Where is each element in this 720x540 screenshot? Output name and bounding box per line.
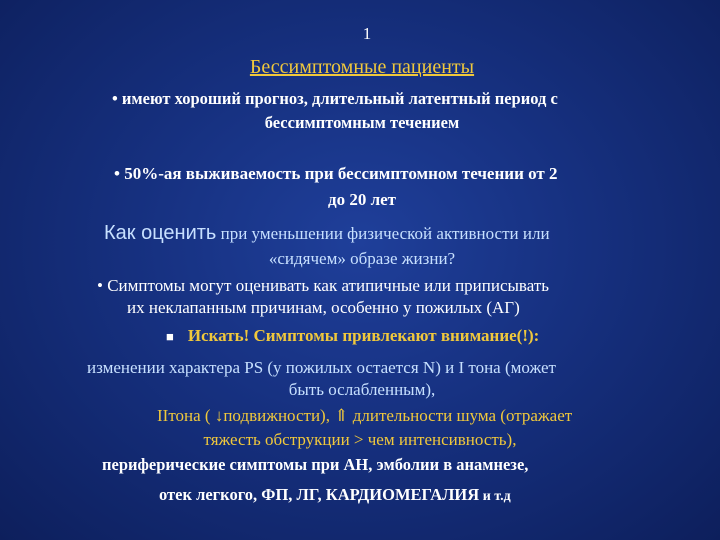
edema-line [159,485,511,505]
bullet-prognosis-line1: • имеют хороший прогноз, длительный латентный период с [112,89,558,108]
square-bullet-icon: ■ [166,329,174,344]
change-line1: изменении характера PS (у пожилых остается N) и I тона (может [87,358,556,377]
question-line2: «сидячем» образе жизни? [268,249,456,268]
tone2-line1: IIтона ( ↓подвижности), ⇑ длительности шума (отражает [157,406,573,425]
seek-text: Искать! Симптомы привлекают внимание(!): [187,326,540,345]
question-lead: Как оценить [104,222,217,244]
symptoms-line1: • Симптомы могут оценивать как атипичные или приписывать [97,276,550,295]
page-number: 1 [362,24,372,43]
edema-and: и [479,489,491,504]
tone2-line2: тяжесть обструкции > чем интенсивность), [203,430,517,449]
change-line2: быть ослабленным), [288,380,436,399]
edema-main: отек легкого, ФП, ЛГ, КАРДИОМЕГАЛИЯ [159,485,480,504]
seek-line [166,326,539,346]
question-rest: при уменьшении физической активности или [216,224,550,243]
slide-title: Бессимптомные пациенты [249,56,475,78]
bullet-survival-line2: до 20 лет [327,190,397,209]
question-line1 [104,222,550,245]
peripheral-line: периферические симптомы при АН, эмболии в анамнезе, [102,455,529,474]
bullet-prognosis-line2: бессимптомным течением [264,113,460,132]
edema-etc: т.д [490,489,511,504]
bullet-survival-line1: • 50%-ая выживаемость при бессимптомном течении от 2 [114,164,558,183]
symptoms-line2: их неклапанным причинам, особенно у пожилых (АГ) [127,298,520,317]
